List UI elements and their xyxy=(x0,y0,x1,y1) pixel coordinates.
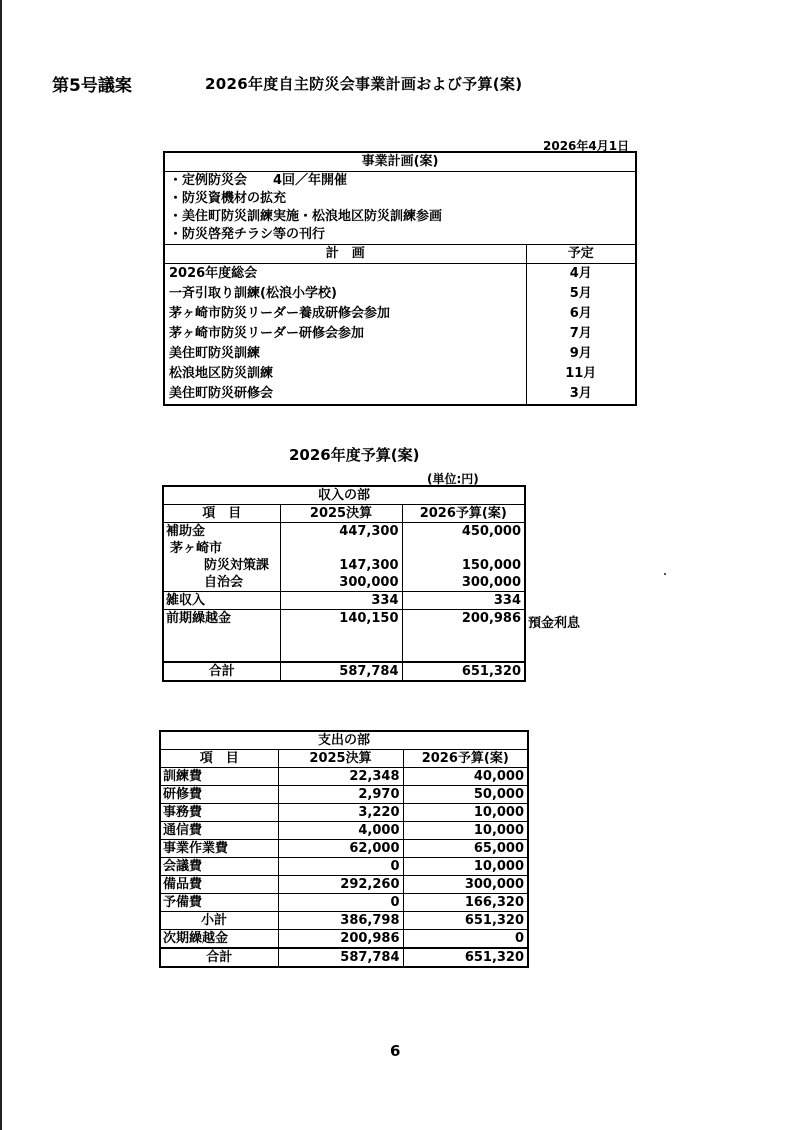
expense-prev: 0 xyxy=(278,858,403,876)
col-next-header: 2026予算(案) xyxy=(403,750,528,768)
income-prev: 334 xyxy=(280,592,402,610)
agenda-number: 第5号議案 xyxy=(52,76,132,96)
income-prev: 147,300 xyxy=(280,557,402,574)
income-row xyxy=(163,592,525,610)
income-item: 自治会 xyxy=(163,574,280,592)
expense-next: 10,000 xyxy=(403,804,528,822)
col-next-header: 2026予算(案) xyxy=(402,505,525,523)
document-title: 2026年度自主防災会事業計画および予算(案) xyxy=(205,75,523,93)
expense-next: 40,000 xyxy=(403,768,528,786)
document-date: 2026年4月1日 xyxy=(543,139,630,153)
income-row xyxy=(163,557,525,574)
expense-row xyxy=(160,876,528,894)
expense-prev: 22,348 xyxy=(278,768,403,786)
expense-prev: 2,970 xyxy=(278,786,403,804)
expense-prev: 3,220 xyxy=(278,804,403,822)
expense-row xyxy=(160,894,528,912)
plan-title-row xyxy=(164,152,636,172)
plan-column-header xyxy=(164,245,636,264)
plan-col-header: 計 画 xyxy=(164,245,526,264)
expense-item: 研修費 xyxy=(160,786,278,804)
expense-prev: 292,260 xyxy=(278,876,403,894)
plan-item-name: 茅ヶ崎市防災リーダー研修会参加 xyxy=(169,326,365,341)
plan-item-month: 6月 xyxy=(526,304,636,324)
income-item: 補助金 xyxy=(163,523,280,541)
expense-row xyxy=(160,768,528,786)
income-blank-row xyxy=(163,644,525,662)
expense-row xyxy=(160,786,528,804)
income-total-row xyxy=(163,662,525,681)
income-next xyxy=(402,540,525,557)
plan-row xyxy=(164,284,636,304)
col-prev-header: 2025決算 xyxy=(280,505,402,523)
income-next: 300,000 xyxy=(402,574,525,592)
income-section-title: 収入の部 xyxy=(163,486,525,505)
plan-item-month: 4月 xyxy=(526,264,636,285)
income-prev: 300,000 xyxy=(280,574,402,592)
plan-bullet: ・美住町防災訓練実施・松浪地区防災訓練参画 xyxy=(169,209,443,224)
plan-title: 事業計画(案) xyxy=(164,152,636,172)
expense-next: 166,320 xyxy=(403,894,528,912)
expense-total-label: 合計 xyxy=(160,948,278,967)
income-prev xyxy=(280,540,402,557)
expense-carry-row xyxy=(160,930,528,949)
income-total-next: 651,320 xyxy=(402,662,525,681)
income-row xyxy=(163,574,525,592)
income-item: 雑収入 xyxy=(163,592,280,610)
schedule-col-header: 予定 xyxy=(526,245,636,264)
expense-next: 300,000 xyxy=(403,876,528,894)
plan-item-month: 7月 xyxy=(526,324,636,344)
plan-row xyxy=(164,304,636,324)
plan-item-month: 3月 xyxy=(526,384,636,405)
expense-carry-next: 0 xyxy=(403,930,528,949)
expense-section-row xyxy=(160,731,528,750)
income-total-label: 合計 xyxy=(163,662,280,681)
plan-item-month: 9月 xyxy=(526,344,636,364)
expense-subtotal-next: 651,320 xyxy=(403,912,528,930)
income-table xyxy=(162,485,526,682)
plan-item-name: 2026年度総会 xyxy=(169,266,258,281)
expense-item: 会議費 xyxy=(160,858,278,876)
income-prev: 447,300 xyxy=(280,523,402,541)
col-item-header: 項 目 xyxy=(160,750,278,768)
col-item-header: 項 目 xyxy=(163,505,280,523)
budget-unit: (単位:円) xyxy=(427,472,479,486)
plan-item-month: 5月 xyxy=(526,284,636,304)
income-next: 450,000 xyxy=(402,523,525,541)
expense-column-header xyxy=(160,750,528,768)
income-item: 茅ヶ崎市 xyxy=(163,540,280,557)
expense-next: 10,000 xyxy=(403,822,528,840)
expense-section-title: 支出の部 xyxy=(160,731,528,750)
plan-item-name: 茅ヶ崎市防災リーダー養成研修会参加 xyxy=(169,306,391,321)
expense-prev: 62,000 xyxy=(278,840,403,858)
income-item: 防災対策課 xyxy=(163,557,280,574)
plan-bullet: ・防災啓発チラシ等の刊行 xyxy=(169,227,326,242)
income-column-header xyxy=(163,505,525,523)
expense-item: 事業作業費 xyxy=(160,840,278,858)
expense-row xyxy=(160,804,528,822)
business-plan-table xyxy=(163,151,637,406)
income-total-prev: 587,784 xyxy=(280,662,402,681)
expense-subtotal-prev: 386,798 xyxy=(278,912,403,930)
plan-item-name: 一斉引取り訓練(松浪小学校) xyxy=(169,286,337,301)
plan-row xyxy=(164,344,636,364)
plan-row xyxy=(164,384,636,405)
income-prev: 140,150 xyxy=(280,610,402,628)
budget-title: 2026年度予算(案) xyxy=(289,446,420,464)
plan-row xyxy=(164,324,636,344)
expense-next: 65,000 xyxy=(403,840,528,858)
income-row xyxy=(163,610,525,628)
expense-item: 通信費 xyxy=(160,822,278,840)
plan-item-name: 美住町防災訓練 xyxy=(169,346,261,361)
expense-next: 10,000 xyxy=(403,858,528,876)
expense-item: 訓練費 xyxy=(160,768,278,786)
expense-carry-prev: 200,986 xyxy=(278,930,403,949)
income-section-row xyxy=(163,486,525,505)
income-row xyxy=(163,540,525,557)
plan-item-name: 美住町防災研修会 xyxy=(169,386,274,401)
expense-item: 備品費 xyxy=(160,876,278,894)
plan-item-month: 11月 xyxy=(526,364,636,384)
expense-prev: 0 xyxy=(278,894,403,912)
plan-item-name: 松浪地区防災訓練 xyxy=(169,366,274,381)
income-next: 150,000 xyxy=(402,557,525,574)
income-next: 334 xyxy=(402,592,525,610)
scan-edge-line xyxy=(0,0,2,1130)
plan-bullet: ・防災資機材の拡充 xyxy=(169,191,287,206)
plan-row xyxy=(164,264,636,285)
interest-note: 預金利息 xyxy=(528,616,581,631)
expense-total-row xyxy=(160,948,528,967)
plan-bullet: ・定例防災会 4回／年開催 xyxy=(169,173,348,188)
expense-item: 事務費 xyxy=(160,804,278,822)
expense-row xyxy=(160,858,528,876)
expense-total-prev: 587,784 xyxy=(278,948,403,967)
plan-row xyxy=(164,364,636,384)
income-blank-row xyxy=(163,627,525,644)
expense-table xyxy=(159,730,529,968)
expense-total-next: 651,320 xyxy=(403,948,528,967)
income-next: 200,986 xyxy=(402,610,525,628)
expense-subtotal-label: 小計 xyxy=(160,912,278,930)
expense-row xyxy=(160,822,528,840)
expense-carry-label: 次期繰越金 xyxy=(160,930,278,949)
expense-next: 50,000 xyxy=(403,786,528,804)
scan-speck xyxy=(664,573,666,575)
expense-subtotal-row xyxy=(160,912,528,930)
income-item: 前期繰越金 xyxy=(163,610,280,628)
page-number: 6 xyxy=(390,1042,401,1060)
expense-row xyxy=(160,840,528,858)
expense-item: 予備費 xyxy=(160,894,278,912)
expense-prev: 4,000 xyxy=(278,822,403,840)
col-prev-header: 2025決算 xyxy=(278,750,403,768)
income-row xyxy=(163,523,525,541)
